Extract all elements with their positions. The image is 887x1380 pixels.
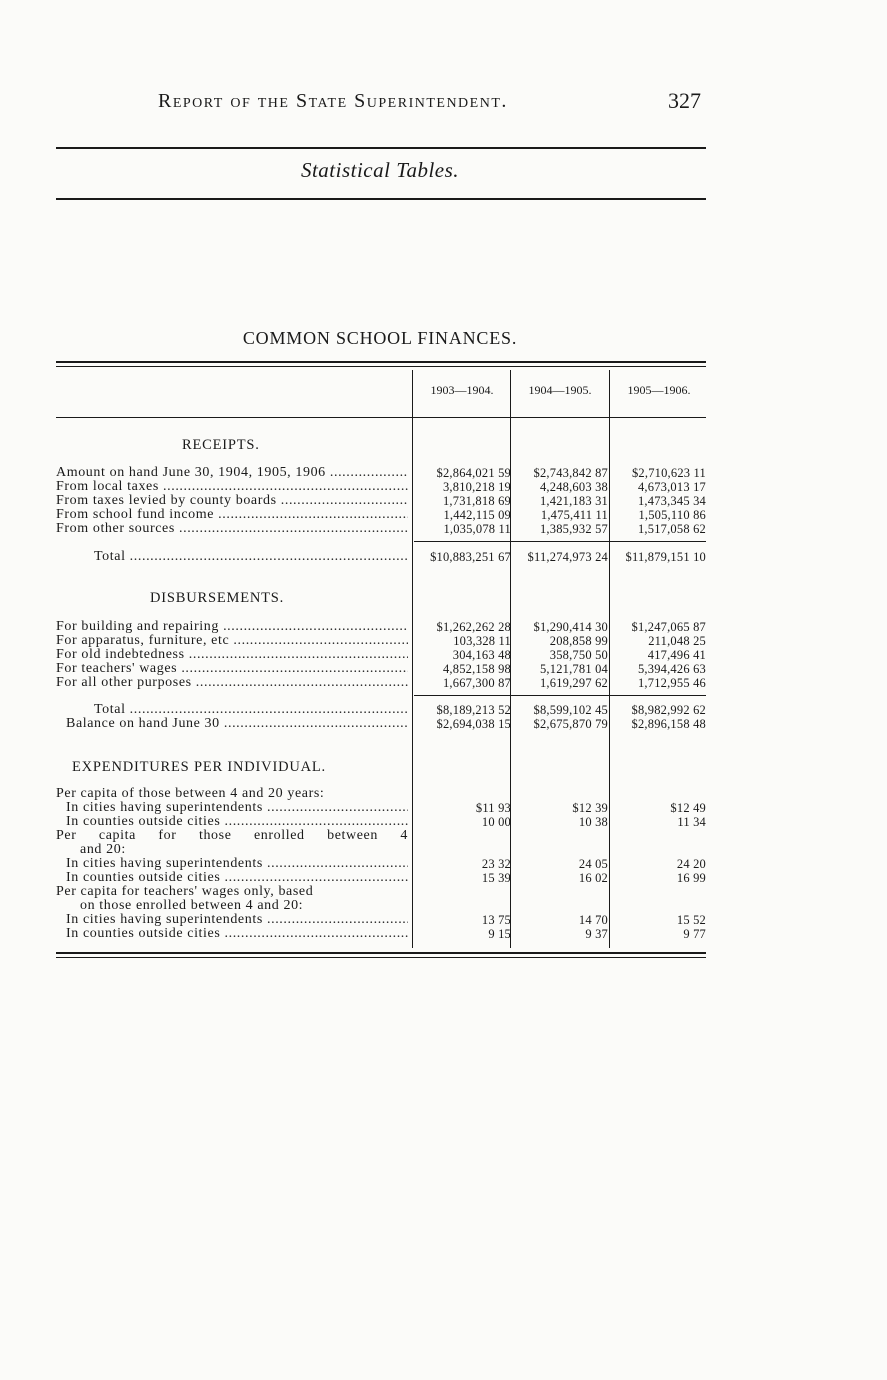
cell-1903: $10,883,251 67 (430, 550, 511, 564)
group-label-row (56, 843, 708, 857)
table-row (56, 815, 708, 829)
table-row (56, 648, 708, 662)
cell-1903: 3,810,218 19 (442, 480, 511, 494)
cell-1905: $2,896,158 48 (631, 717, 706, 731)
table-rule-bottom (56, 952, 706, 954)
column-header-1905: 1905—1906. (627, 383, 691, 397)
cell-1904: $2,743,842 87 (533, 466, 608, 480)
cell-1903: 9 15 (488, 927, 511, 941)
balance-row (56, 717, 708, 731)
group-label-row (56, 787, 708, 801)
row-label: From local taxes ..... (56, 480, 408, 494)
row-label: In cities having superintendents ..... (56, 857, 408, 871)
row-label: In counties outside cities ..... (56, 871, 408, 885)
group-label-continuation: on those enrolled between 4 and 20: (80, 898, 304, 913)
cell-1905: $11,879,151 10 (625, 550, 706, 564)
table-row (56, 913, 708, 927)
cell-1905: 11 34 (677, 815, 706, 829)
cell-1904: 24 05 (578, 857, 608, 871)
cell-1904: 5,121,781 04 (539, 662, 608, 676)
cell-1905: 1,517,058 62 (637, 522, 706, 536)
row-label: In cities having superintendents ..... (56, 913, 408, 927)
table-row (56, 676, 708, 690)
table-rule-top-thin (56, 366, 706, 367)
cell-1903: 1,667,300 87 (442, 676, 511, 690)
cell-1904: $8,599,102 45 (533, 703, 608, 717)
row-label: For all other purposes ..... (56, 676, 408, 690)
cell-1903: 13 75 (481, 913, 511, 927)
table-row (56, 522, 708, 536)
cell-1903: $8,189,213 52 (436, 703, 511, 717)
cell-1903: $2,864,021 59 (436, 466, 511, 480)
cell-1905: 5,394,426 63 (637, 662, 706, 676)
cell-1904: $2,675,870 79 (533, 717, 608, 731)
table-row (56, 634, 708, 648)
cell-1905: 211,048 25 (648, 634, 706, 648)
cell-1905: 15 52 (676, 913, 706, 927)
row-label: In cities having superintendents ..... (56, 801, 408, 815)
cell-1903: 1,035,078 11 (443, 522, 511, 536)
header-rule-bottom (56, 198, 706, 200)
group-label-row (56, 899, 708, 913)
table-row (56, 508, 708, 522)
balance-label: Balance on hand June 30 ..... (56, 717, 408, 731)
cell-1904: 9 37 (585, 927, 608, 941)
subtitle: Statistical Tables. (300, 158, 460, 182)
receipts-sum-rule (414, 541, 706, 542)
group-label: Per capita of those between 4 and 20 years: (56, 786, 325, 801)
table-row (56, 927, 708, 941)
cell-1904: 14 70 (578, 913, 608, 927)
cell-1903: $1,262,262 28 (436, 620, 511, 634)
table-row (56, 620, 708, 634)
cell-1903: $11 93 (475, 801, 511, 815)
cell-1904: 1,421,183 31 (539, 494, 608, 508)
column-header-1904: 1904—1905. (528, 383, 592, 397)
row-label: For teachers' wages ..... (56, 662, 408, 676)
row-label: In counties outside cities ..... (56, 927, 408, 941)
receipts-total-row (56, 550, 708, 564)
cell-1904: 1,385,932 57 (539, 522, 608, 536)
header-rule-top (56, 147, 706, 149)
group-label-continuation: and 20: (80, 842, 126, 857)
cell-1904: 358,750 50 (549, 648, 608, 662)
cell-1905: 1,473,345 34 (637, 494, 706, 508)
cell-1905: $1,247,065 87 (631, 620, 706, 634)
group-label-row (56, 885, 708, 899)
cell-1905: $12 49 (670, 801, 706, 815)
table-row (56, 494, 708, 508)
cell-1903: 304,163 48 (452, 648, 511, 662)
expenditures-heading: EXPENDITURES PER INDIVIDUAL. (72, 759, 326, 775)
cell-1905: 24 20 (676, 857, 706, 871)
cell-1904: $1,290,414 30 (533, 620, 608, 634)
row-label: From taxes levied by county boards ..... (56, 494, 408, 508)
cell-1904: 208,858 99 (549, 634, 608, 648)
row-label: In counties outside cities ..... (56, 815, 408, 829)
group-label-row (56, 829, 708, 843)
disbursements-sum-rule (414, 695, 706, 696)
cell-1904: 16 02 (578, 871, 608, 885)
table-row (56, 662, 708, 676)
cell-1905: 417,496 41 (647, 648, 706, 662)
cell-1904: 1,619,297 62 (539, 676, 608, 690)
cell-1905: 4,673,013 17 (637, 480, 706, 494)
cell-1905: 1,712,955 46 (637, 676, 706, 690)
cell-1905: $2,710,623 11 (631, 466, 706, 480)
row-label: For building and repairing ..... (56, 620, 408, 634)
table-rule-bottom-thin (56, 957, 706, 958)
cell-1903: 15 39 (481, 871, 511, 885)
group-label: Per capita for those enrolled between 4 (56, 828, 408, 843)
running-title: Report of the State Superintendent. (158, 90, 508, 112)
table-row (56, 871, 708, 885)
row-label: Amount on hand June 30, 1904, 1905, 1906 ..... (56, 466, 408, 480)
table-title: COMMON SCHOOL FINANCES. (242, 328, 518, 348)
group-label: Per capita for teachers' wages only, based (56, 884, 314, 899)
total-label: Total ..... (56, 703, 408, 717)
cell-1905: 1,505,110 86 (638, 508, 706, 522)
cell-1904: $11,274,973 24 (527, 550, 608, 564)
row-label: From other sources ..... (56, 522, 408, 536)
table-rule-top (56, 361, 706, 363)
cell-1903: 4,852,158 98 (442, 662, 511, 676)
cell-1904: 4,248,603 38 (539, 480, 608, 494)
row-label: For apparatus, furniture, etc ..... (56, 634, 408, 648)
cell-1905: 16 99 (676, 871, 706, 885)
cell-1903: $2,694,038 15 (436, 717, 511, 731)
cell-1903: 103,328 11 (453, 634, 511, 648)
cell-1904: 1,475,411 11 (540, 508, 608, 522)
row-label: For old indebtedness ..... (56, 648, 408, 662)
disbursements-total-row (56, 703, 708, 717)
cell-1904: 10 38 (578, 815, 608, 829)
cell-1903: 1,731,818 69 (442, 494, 511, 508)
table-row (56, 857, 708, 871)
cell-1905: 9 77 (683, 927, 706, 941)
table-row (56, 801, 708, 815)
cell-1905: $8,982,992 62 (631, 703, 706, 717)
total-label: Total ..... (56, 550, 408, 564)
table-row (56, 466, 708, 480)
table-row (56, 480, 708, 494)
cell-1903: 10 00 (481, 815, 511, 829)
cell-1903: 1,442,115 09 (443, 508, 511, 522)
row-label: From school fund income ..... (56, 508, 408, 522)
column-header-1903: 1903—1904. (430, 383, 494, 397)
cell-1903: 23 32 (481, 857, 511, 871)
receipts-heading: RECEIPTS. (182, 437, 260, 453)
disbursements-heading: DISBURSEMENTS. (150, 590, 285, 606)
page-number: 327 (668, 88, 701, 113)
cell-1904: $12 39 (572, 801, 608, 815)
